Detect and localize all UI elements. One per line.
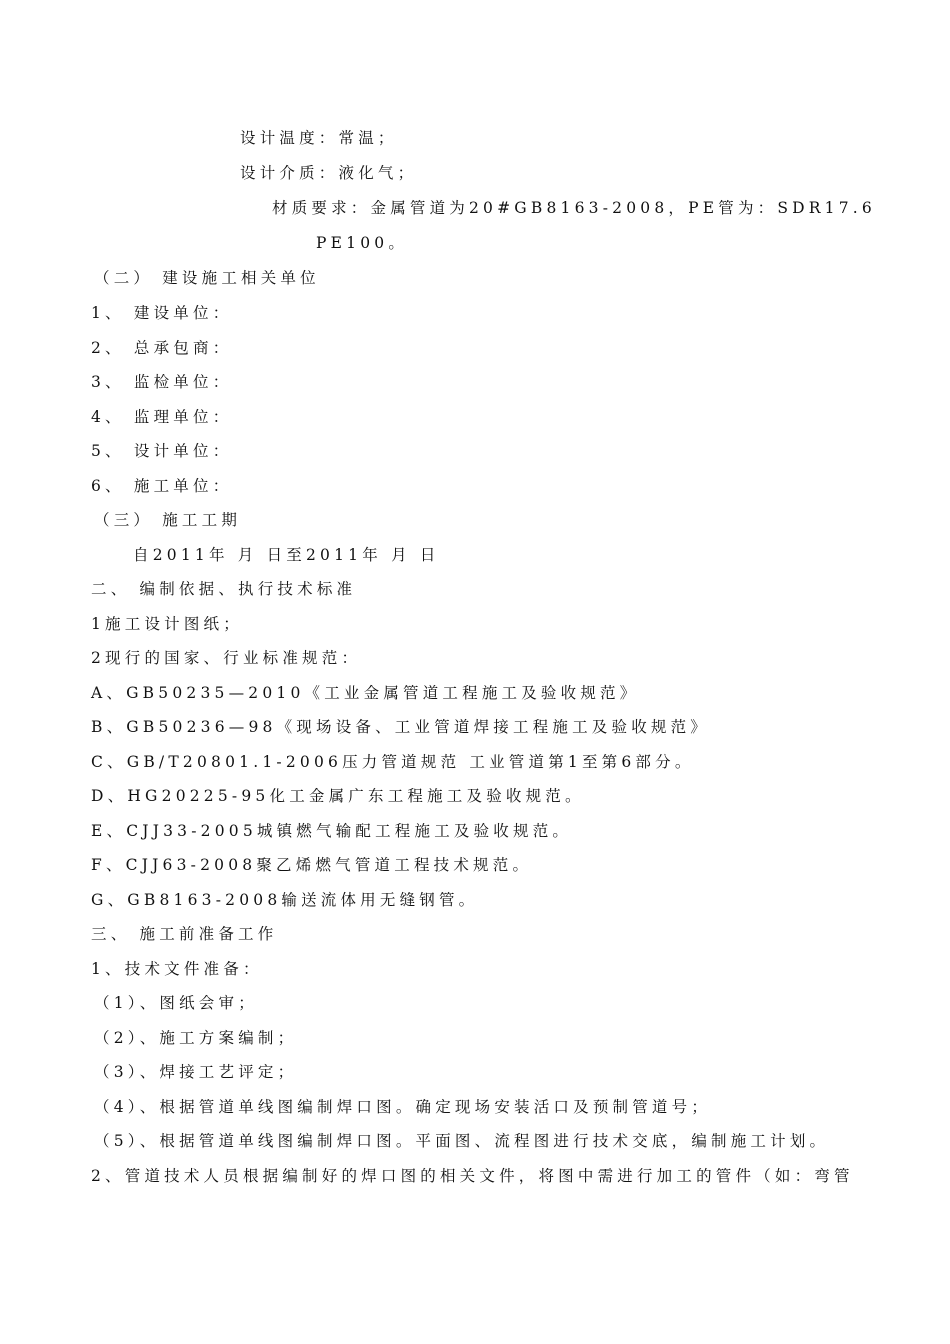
section-heading: （三） 施工工期 [94, 511, 242, 529]
text-line: （2）、施工方案编制； [94, 1029, 298, 1047]
text-line: A、GB50235—2010《工业金属管道工程施工及验收规范》 [91, 684, 640, 702]
text-line: 自2011年 月 日至2011年 月 日 [133, 546, 440, 564]
text-line: （4）、根据管道单线图编制焊口图。确定现场安装活口及预制管道号； [94, 1098, 712, 1116]
text-line: 4、 监理单位： [91, 408, 233, 426]
text-line: 2、管道技术人员根据编制好的焊口图的相关文件，将图中需进行加工的管件（如：弯管 [91, 1167, 854, 1185]
section-heading: （二） 建设施工相关单位 [94, 269, 320, 287]
text-line: F、CJJ63-2008聚乙烯燃气管道工程技术规范。 [91, 856, 533, 874]
text-line: 5、 设计单位： [91, 442, 233, 460]
text-line: 设计温度：常温； [240, 129, 398, 147]
text-line: 设计介质：液化气； [240, 164, 418, 182]
text-line: D、HG20225-95化工金属广东工程施工及验收规范。 [91, 787, 585, 805]
text-line: （5）、根据管道单线图编制焊口图。平面图、流程图进行技术交底，编制施工计划。 [94, 1132, 830, 1150]
text-line: G、GB8163-2008输送流体用无缝钢管。 [91, 891, 479, 909]
text-line: B、GB50236—98《现场设备、工业管道焊接工程施工及验收规范》 [91, 718, 710, 736]
text-line: 6、 施工单位： [91, 477, 233, 495]
text-line: 2现行的国家、行业标准规范： [91, 649, 362, 667]
text-line: 1、技术文件准备： [91, 960, 263, 978]
section-heading: 三、 施工前准备工作 [91, 925, 278, 943]
text-line: C、GB/T20801.1-2006压力管道规范 工业管道第1至第6部分。 [91, 753, 695, 771]
section-heading: 二、 编制依据、执行技术标准 [91, 580, 357, 598]
text-line: 2、 总承包商： [91, 339, 233, 357]
text-line: PE100。 [316, 234, 409, 252]
text-line: 1、 建设单位： [91, 304, 233, 322]
text-line: 1施工设计图纸； [91, 615, 243, 633]
text-line: 材质要求：金属管道为20#GB8163-2008，PE管为：SDR17.6 [272, 199, 876, 217]
text-line: 3、 监检单位： [91, 373, 233, 391]
text-line: E、CJJ33-2005城镇燃气输配工程施工及验收规范。 [91, 822, 573, 840]
text-line: （1）、图纸会审； [94, 994, 258, 1012]
text-line: （3）、焊接工艺评定； [94, 1063, 298, 1081]
